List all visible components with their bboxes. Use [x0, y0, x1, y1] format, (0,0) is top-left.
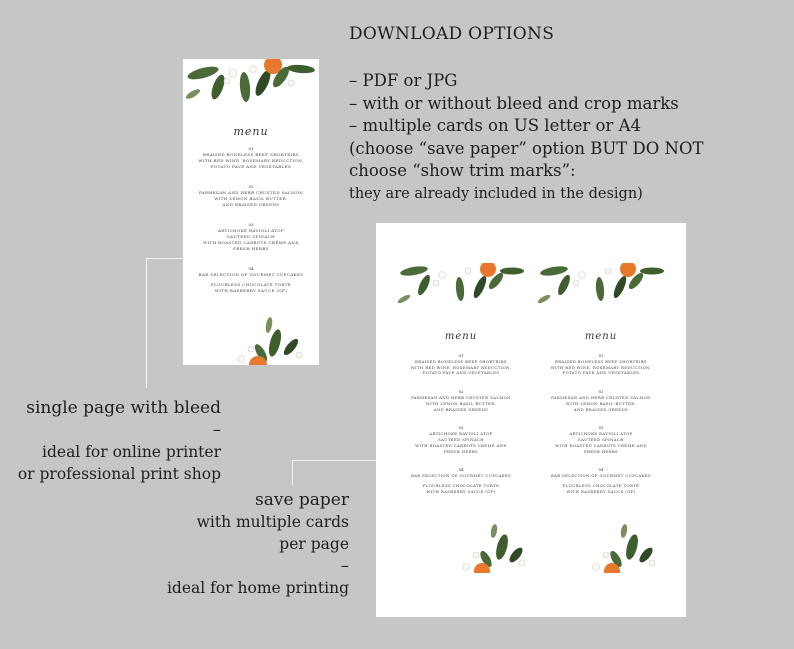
single-page-dash: –	[212, 420, 221, 439]
save-paper-line3: ideal for home printing	[166, 579, 349, 597]
course-line: BRAISED BONELESS BEEF SHORTRIBS	[555, 358, 647, 364]
option-line: they are already included in the design)	[349, 185, 643, 202]
orange-blossom-icon	[183, 59, 319, 104]
course-number: 02	[458, 389, 464, 395]
course-number: 02	[598, 389, 604, 395]
course-line: WITH RED WINE, ROSEMARY REDUCTION,	[550, 364, 652, 370]
option-line: – PDF or JPG	[349, 71, 458, 90]
save-paper-title: save paper	[254, 490, 349, 510]
course-line: BAR SELECTION OF GOURMET CUPCAKES	[550, 473, 652, 479]
menu-title: menu	[233, 125, 269, 138]
orange-branch-bottom-icon	[436, 523, 526, 573]
course-line: FRESH HERBS	[583, 448, 619, 454]
save-paper-label	[167, 489, 349, 599]
save-paper-dash: –	[340, 556, 349, 575]
course-line: AND BRAISED GREENS	[433, 406, 489, 412]
save-paper-line2: per page	[279, 535, 349, 553]
course-line: BRAISED BONELESS BEEF SHORTRIBS	[415, 358, 507, 364]
course-list	[183, 146, 319, 294]
course-line: ARTICHOKE RAVIOLI ATOP	[217, 228, 285, 233]
course-line: WITH RASBERRY SAUCE (GF)	[214, 288, 288, 293]
multi-card-sheet	[376, 223, 686, 617]
course-number: 03	[598, 425, 604, 431]
course-number: 03	[458, 425, 464, 431]
course-line: SAUTEED SPINACH	[227, 234, 275, 239]
single-menu-card	[183, 59, 319, 365]
sheet-card-right	[536, 223, 666, 617]
course-line: ARTICHOKE RAVIOLI ATOP	[569, 431, 633, 437]
single-page-line1: ideal for online printer	[42, 443, 221, 461]
course-number: 03	[248, 222, 254, 227]
callout-line-single-h	[146, 258, 183, 259]
course-line: FRESH HERBS	[233, 246, 269, 251]
course-line: FRESH HERBS	[443, 448, 479, 454]
course-line: POTATO PAVE AND VEGETABLES	[210, 164, 292, 169]
course-line: PARMESAN AND HERB CRUSTED SALMON	[198, 190, 304, 195]
course-line: SAUTEED SPINACH	[578, 436, 624, 442]
download-options-title: DOWNLOAD OPTIONS	[349, 24, 555, 44]
course-list	[536, 353, 666, 495]
course-line: ARTICHOKE RAVIOLI ATOP	[429, 431, 493, 437]
single-page-line2: or professional print shop	[17, 465, 221, 483]
save-paper-line1: with multiple cards	[196, 513, 349, 531]
course-number: 01	[458, 353, 464, 358]
single-page-label	[18, 397, 221, 485]
menu-title: menu	[584, 331, 618, 342]
course-line: POTATO PAVE AND VEGETABLES	[562, 370, 640, 376]
course-line: WITH LEMON BASIL BUTTER,	[214, 196, 288, 201]
orange-fruit-icon	[620, 263, 636, 277]
course-line: WITH RED WINE, ROSEMARY REDUCTION,	[410, 364, 512, 370]
course-line: BRAISED BONELESS BEEF SHORTRIBS	[202, 152, 300, 157]
options-list	[349, 70, 703, 205]
orange-blossom-icon	[536, 263, 666, 309]
course-line: FLOURLESS CHOCOLATE TORTE	[422, 482, 500, 488]
course-line: SAUTEED SPINACH	[438, 436, 484, 442]
orange-fruit-icon	[480, 263, 496, 277]
callout-line-save-h	[292, 460, 376, 461]
course-number: 04	[248, 266, 254, 271]
course-line: WITH RED WINE, ROSEMARY REDUCTION,	[198, 158, 304, 163]
course-line: FLOURLESS CHOCOLATE TORTE	[210, 282, 292, 287]
course-number: 01	[248, 146, 254, 151]
option-line: – with or without bleed and crop marks	[349, 93, 679, 113]
option-line: (choose “save paper” option BUT DO NOT	[349, 138, 704, 158]
course-list	[396, 353, 526, 495]
course-line: WITH LEMON BASIL BUTTER,	[425, 400, 497, 406]
course-line: FLOURLESS CHOCOLATE TORTE	[562, 482, 640, 488]
option-line: choose “show trim marks”:	[349, 161, 576, 180]
course-line: WITH ROASTED CARROTS CRÈME AND	[555, 442, 647, 448]
course-line: AND BRAISED GREENS	[573, 406, 629, 412]
course-line: PARMESAN AND HERB CRUSTED SALMON	[551, 394, 651, 400]
course-line: POTATO PAVE AND VEGETABLES	[422, 370, 500, 376]
course-line: BAR SELECTION OF GOURMET CUPCAKES	[198, 272, 304, 277]
orange-branch-bottom-icon	[203, 315, 303, 365]
callout-line-save-v	[292, 460, 293, 485]
menu-title: menu	[444, 331, 478, 342]
course-line: WITH ROASTED CARROTS CRÈME AND	[203, 240, 299, 245]
course-number: 04	[458, 467, 464, 473]
single-page-title: single page with bleed	[26, 398, 221, 418]
course-line: WITH LEMON BASIL BUTTER,	[565, 400, 637, 406]
course-line: WITH RASBERRY SAUCE (GF)	[566, 488, 636, 494]
sheet-card-left	[396, 223, 526, 617]
option-line: – multiple cards on US letter or A4	[349, 116, 641, 135]
orange-blossom-icon	[396, 263, 526, 309]
orange-branch-bottom-icon	[566, 523, 656, 573]
course-line: WITH ROASTED CARROTS CRÈME AND	[415, 442, 507, 448]
course-line: WITH RASBERRY SAUCE (GF)	[426, 488, 496, 494]
course-line: AND BRAISED GREENS	[222, 202, 280, 207]
course-number: 01	[598, 353, 604, 358]
course-line: BAR SELECTION OF GOURMET CUPCAKES	[410, 473, 512, 479]
callout-line-single-v	[146, 258, 147, 388]
course-number: 04	[598, 467, 604, 473]
course-number: 02	[248, 184, 254, 189]
course-line: PARMESAN AND HERB CRUSTED SALMON	[411, 394, 511, 400]
